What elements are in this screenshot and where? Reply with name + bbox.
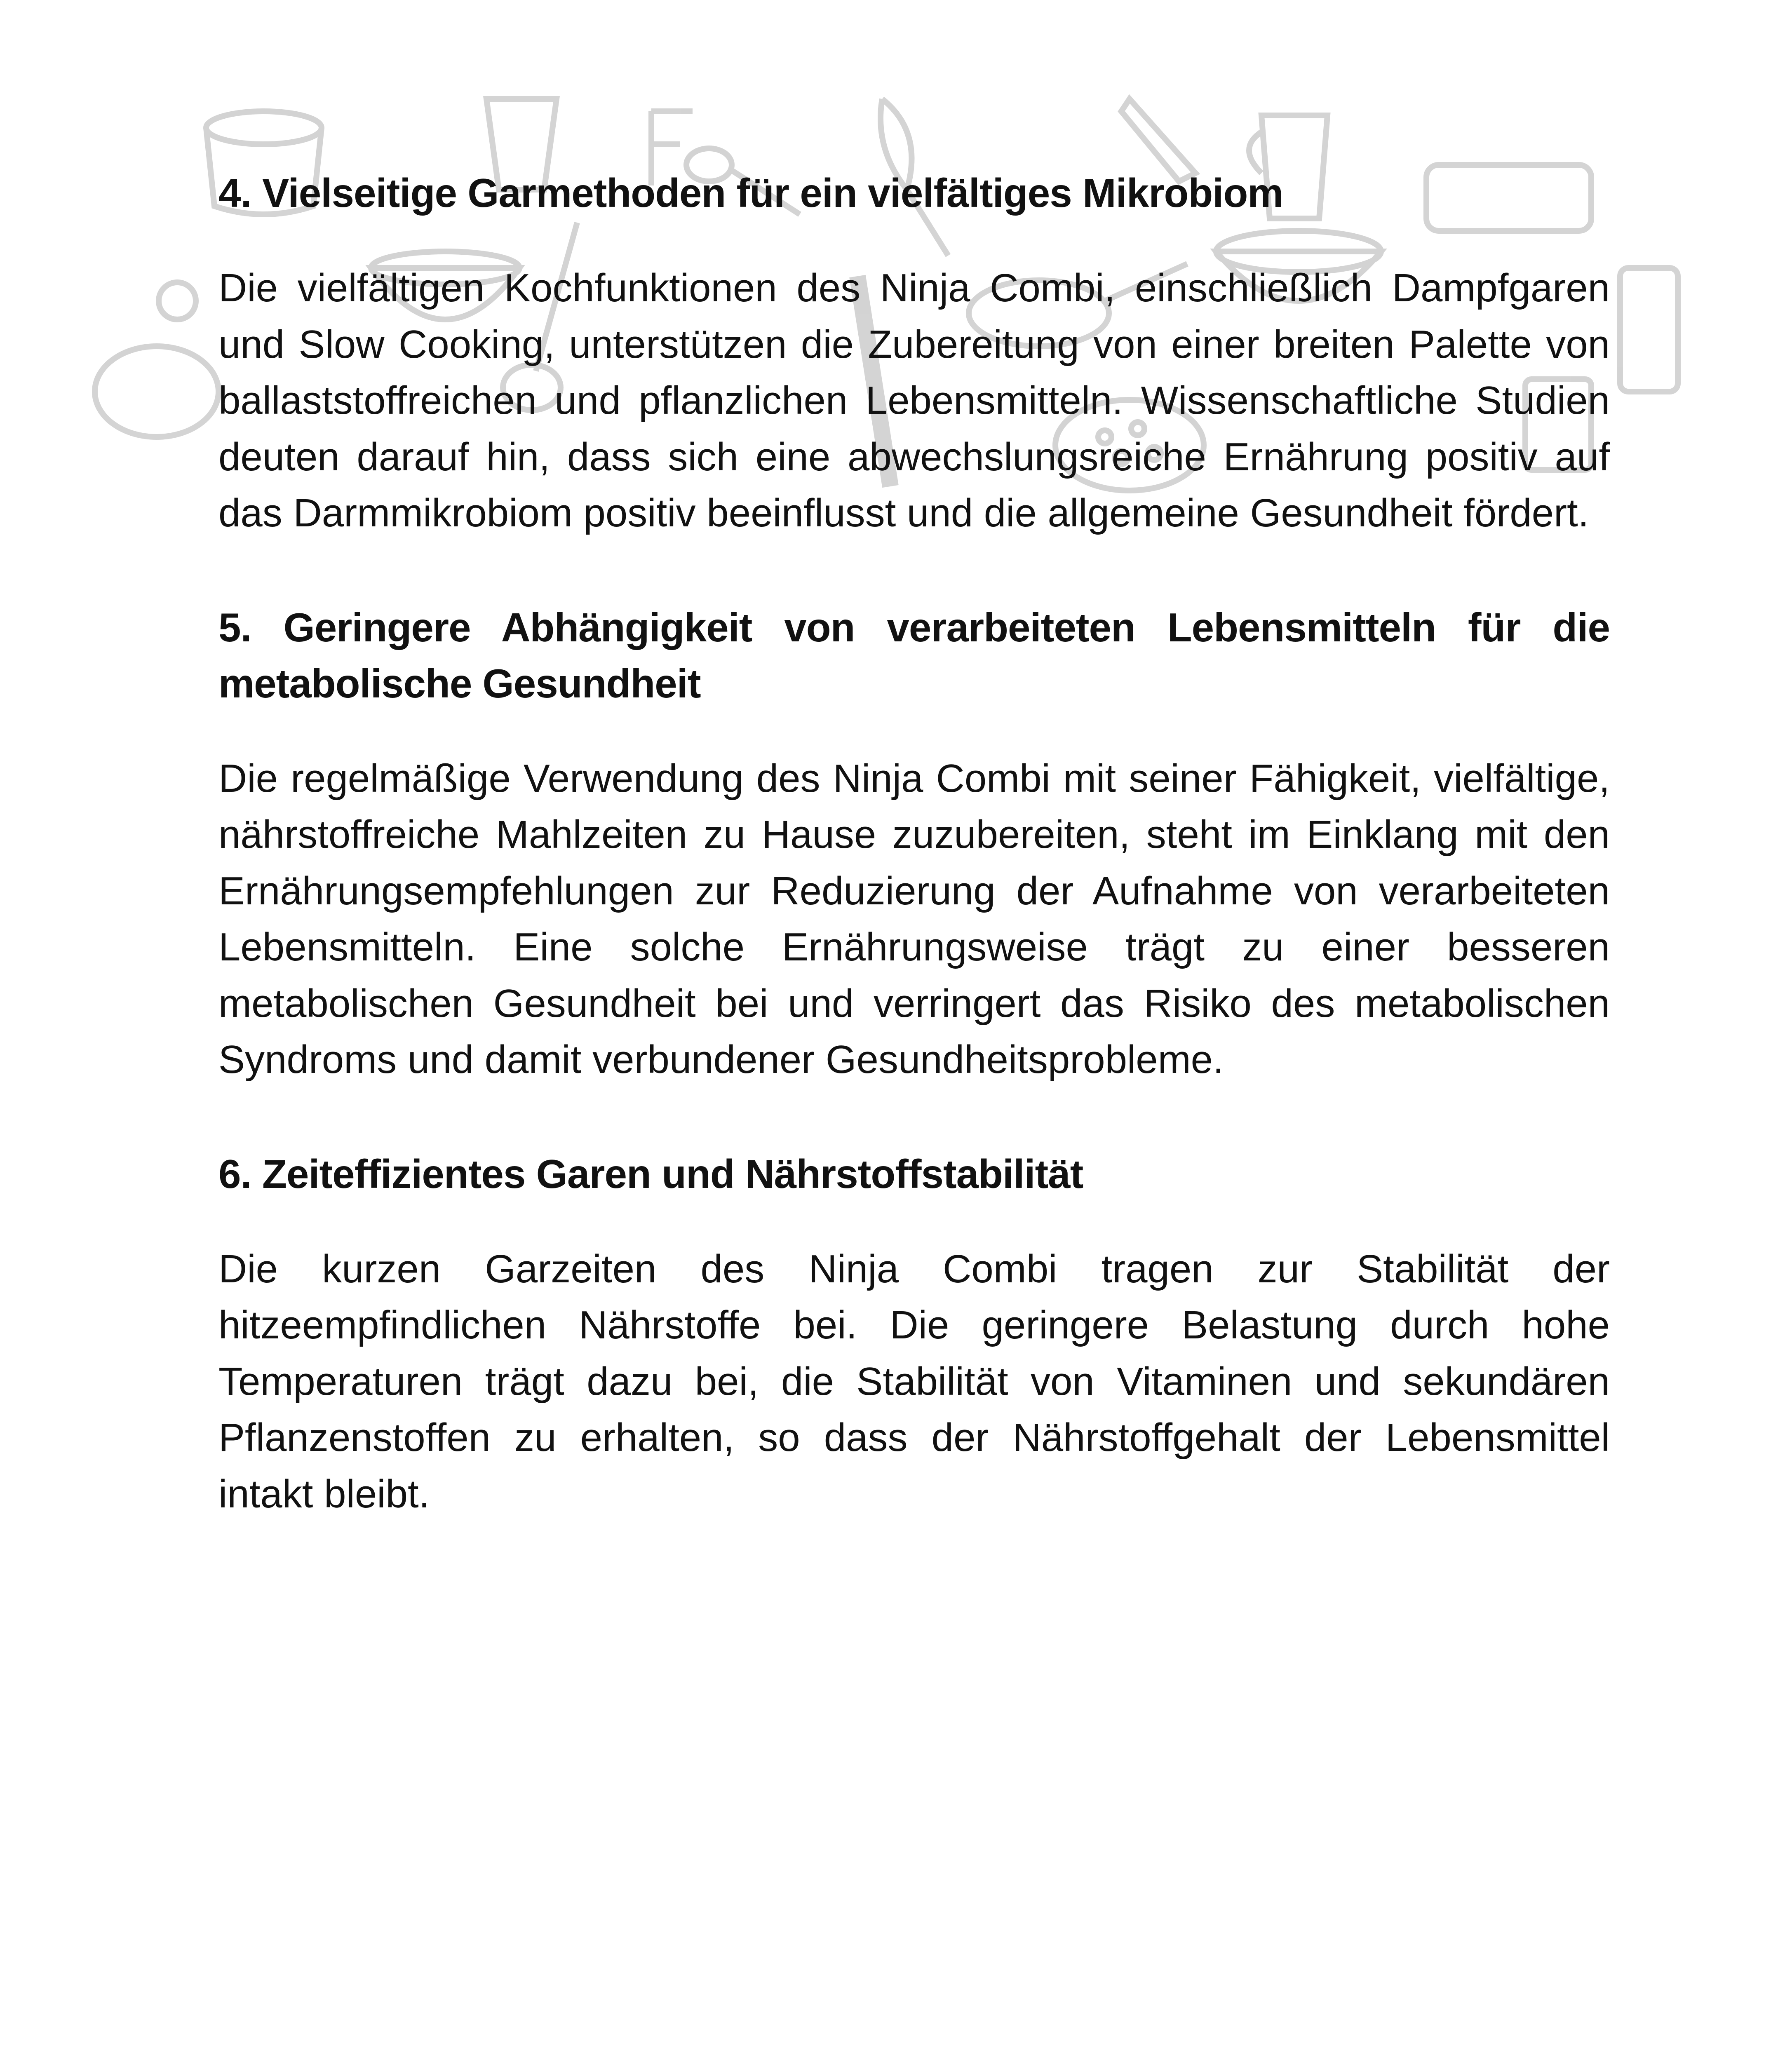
document-body [218, 165, 1610, 1580]
section-4 [218, 165, 1610, 542]
section-5 [218, 599, 1610, 1088]
section-paragraph: Die vielfältigen Kochfunktionen des Ninja Combi, einschließlich Dampfgaren und Slow Cooking, unterstützen die Zubereitung von einer breiten Palette von ballaststoffreichen und pflanzlichen Lebensmitteln. Wissenschaftliche Studien deuten darauf hin, dass sich eine abwechslungsreiche Ernährung positiv auf das Darmmikrobiom positiv beeinflusst und die allgemeine Gesundheit fördert. [218, 266, 1610, 535]
section-heading: 6. Zeiteffizientes Garen und Nährstoffstabilität [218, 1151, 1083, 1197]
section-paragraph: Die kurzen Garzeiten des Ninja Combi tragen zur Stabilität der hitzeempfindlichen Nährstoffe bei. Die geringere Belastung durch hohe Temperaturen trägt dazu bei, die Stabilität von Vitaminen und sekundären Pflanzenstoffen zu erhalten, so dass der Nährstoffgehalt der Lebensmittel intakt bleibt. [218, 1246, 1610, 1516]
section-heading: 4. Vielseitige Garmethoden für ein vielfältiges Mikrobiom [218, 170, 1283, 216]
section-heading: 5. Geringere Abhängigkeit von verarbeiteten Lebensmitteln für die metabolische Gesundheit [218, 604, 1610, 706]
section-paragraph: Die regelmäßige Verwendung des Ninja Combi mit seiner Fähigkeit, vielfältige, nährstoffreiche Mahlzeiten zu Hause zuzubereiten, steht im Einklang mit den Ernährungsempfehlungen zur Reduzierung der Aufnahme von verarbeiteten Lebensmitteln. Eine solche Ernährungsweise trägt zu einer besseren metabolischen Gesundheit bei und verringert das Risiko des metabolischen Syndroms und damit verbundener Gesundheitsprobleme. [218, 756, 1610, 1082]
section-6 [218, 1146, 1610, 1523]
